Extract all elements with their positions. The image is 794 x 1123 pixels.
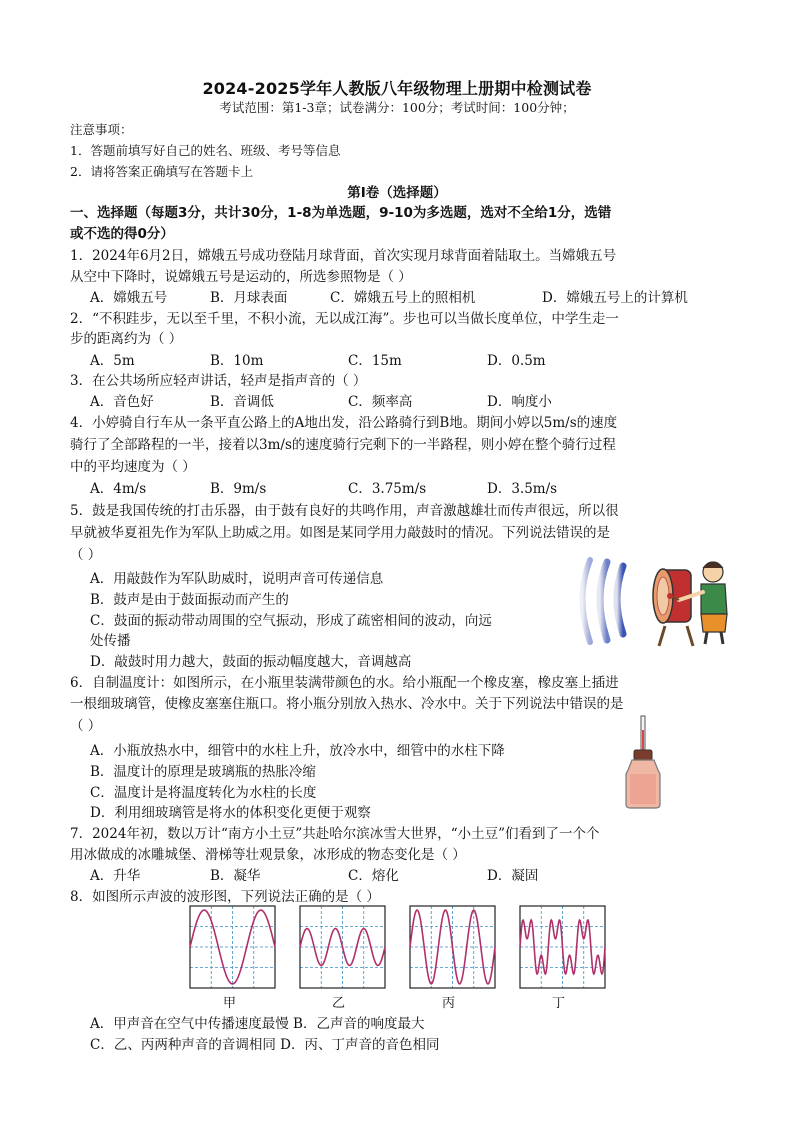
q3-option-c: C．频率高: [348, 394, 413, 410]
q6-stem-cont: 一根细玻璃管，使橡皮塞塞住瓶口。将小瓶分别放入热水、冷水中。关于下列说法中错误的是: [70, 696, 624, 712]
q8-option-cd: C．乙、丙两种声音的音调相同 D．丙、丁声音的音色相同: [90, 1037, 440, 1053]
q6-option-c: C．温度计是将温度转化为水柱的长度: [90, 785, 317, 801]
wave-label-yi: 乙: [332, 996, 346, 1011]
section-heading-cont: 或不选的得0分）: [70, 226, 174, 242]
q7-option-d: D．凝固: [487, 868, 539, 884]
q7-stem-cont: 用冰做成的冰雕城堡、滑梯等壮观景象，冰形成的物态变化是（ ）: [70, 847, 466, 863]
q1-option-a: A．嫦娥五号: [90, 290, 168, 306]
q5-option-c-cont: 处传播: [90, 633, 131, 649]
part1-title: 第Ⅰ卷（选择题）: [347, 185, 447, 201]
waveform-panel-yi: [300, 906, 385, 988]
waveform-panel-bing: [410, 906, 495, 988]
q5-option-b: B．鼓声是由于鼓面振动而产生的: [90, 592, 289, 608]
q7-stem: 7．2024年初，数以万计“南方小土豆”共赴哈尔滨冰雪大世界，“小土豆”们看到了一个个: [70, 826, 600, 842]
notes-heading: 注意事项：: [70, 122, 133, 137]
waveform-figure: [185, 902, 610, 992]
wave-label-jia: 甲: [223, 996, 237, 1011]
q8-stem: 8．如图所示声波的波形图，下列说法正确的是（ ）: [70, 889, 380, 905]
q4-stem-cont: 骑行了全部路程的一半，接着以3m/s的速度骑行完剩下的一半路程，则小婷在整个骑行过程: [70, 437, 616, 453]
q2-stem-cont: 步的距离约为（ ）: [70, 331, 183, 347]
wave-label-bing: 丙: [442, 996, 456, 1011]
exam-subtitle: 考试范围：第1-3章；试卷满分：100分；考试时间：100分钟；: [219, 100, 575, 115]
q6-stem-cont2: （ ）: [70, 718, 102, 734]
section-heading: 一、选择题（每题3分，共计30分，1-8为单选题，9-10为多选题，选对不全给1分，选错: [70, 205, 612, 221]
q2-option-d: D．0.5m: [487, 353, 546, 369]
q4-stem-cont2: 中的平均速度为（ ）: [70, 459, 196, 475]
bottle-thermometer-figure: [620, 714, 666, 810]
q3-option-b: B．音调低: [210, 394, 274, 410]
q3-option-d: D．响度小: [487, 394, 552, 410]
q6-option-a: A．小瓶放热水中，细管中的水柱上升，放冷水中，细管中的水柱下降: [90, 743, 505, 759]
wave-label-ding: 丁: [552, 996, 566, 1011]
waveform-panel-jia: [190, 906, 275, 988]
drum-figure: [575, 548, 735, 648]
q1-stem: 1．2024年6月2日，嫦娥五号成功登陆月球背面，首次实现月球背面着陆取土。当嫦娥五号: [70, 248, 617, 264]
q3-stem: 3．在公共场所应轻声讲话，轻声是指声音的（ ）: [70, 373, 367, 389]
q1-option-d: D．嫦娥五号上的计算机: [542, 290, 688, 306]
q2-option-a: A．5m: [90, 353, 135, 369]
q7-option-a: A．升华: [90, 868, 141, 884]
q5-stem-cont2: （ ）: [70, 547, 102, 563]
q1-stem-cont: 从空中下降时，说嫦娥五号是运动的，所选参照物是（ ）: [70, 269, 412, 285]
q4-option-c: C．3.75m/s: [348, 481, 427, 497]
q5-stem: 5．鼓是我国传统的打击乐器，由于鼓有良好的共鸣作用，声音激越雄壮而传声很远，所以很: [70, 503, 619, 519]
q6-option-b: B．温度计的原理是玻璃瓶的热胀冷缩: [90, 764, 316, 780]
q5-option-a: A．用敲鼓作为军队助威时，说明声音可传递信息: [90, 571, 384, 587]
note-item: 1．答题前填写好自己的姓名、班级、考号等信息: [70, 143, 341, 158]
q8-option-ab: A．甲声音在空气中传播速度最慢 B．乙声音的响度最大: [90, 1016, 425, 1032]
rubber-stopper-icon: [634, 750, 652, 760]
q4-stem: 4．小婷骑自行车从一条平直公路上的A地出发，沿公路骑行到B地。期间小婷以5m/s的速度: [70, 415, 618, 431]
q4-option-a: A．4m/s: [90, 481, 147, 497]
q2-option-c: C．15m: [348, 353, 402, 369]
q1-option-c: C．嫦娥五号上的照相机: [330, 290, 476, 306]
q2-option-b: B．10m: [210, 353, 264, 369]
q5-option-d: D．敲鼓时用力越大，鼓面的振动幅度越大，音调越高: [90, 654, 412, 670]
q6-stem: 6．自制温度计：如图所示，在小瓶里装满带颜色的水。给小瓶配一个橡皮塞，橡皮塞上插进: [70, 675, 619, 691]
q5-stem-cont: 早就被华夏祖先作为军队上助威之用。如图是某同学用力敲鼓时的情况。下列说法错误的是: [70, 525, 610, 541]
waveform-panel-ding: [520, 906, 605, 988]
exam-title: 2024-2025学年人教版八年级物理上册期中检测试卷: [202, 79, 592, 98]
q3-option-a: A．音色好: [90, 394, 154, 410]
q1-option-b: B．月球表面: [210, 290, 288, 306]
q2-stem: 2．“不积跬步，无以至千里，不积小流，无以成江海”。步也可以当做长度单位，中学生走一: [70, 311, 619, 327]
q7-option-c: C．熔化: [348, 868, 399, 884]
note-item: 2．请将答案正确填写在答题卡上: [70, 164, 253, 179]
q6-option-d: D．利用细玻璃管是将水的体积变化更便于观察: [90, 805, 371, 821]
q4-option-d: D．3.5m/s: [487, 481, 558, 497]
drum-icon: [653, 569, 693, 646]
q5-option-c: C．鼓面的振动带动周围的空气振动，形成了疏密相间的波动，向远: [90, 613, 492, 629]
q7-option-b: B．凝华: [210, 868, 261, 884]
sound-wave-arcs-icon: [583, 560, 624, 642]
q4-option-b: B．9m/s: [210, 481, 267, 497]
